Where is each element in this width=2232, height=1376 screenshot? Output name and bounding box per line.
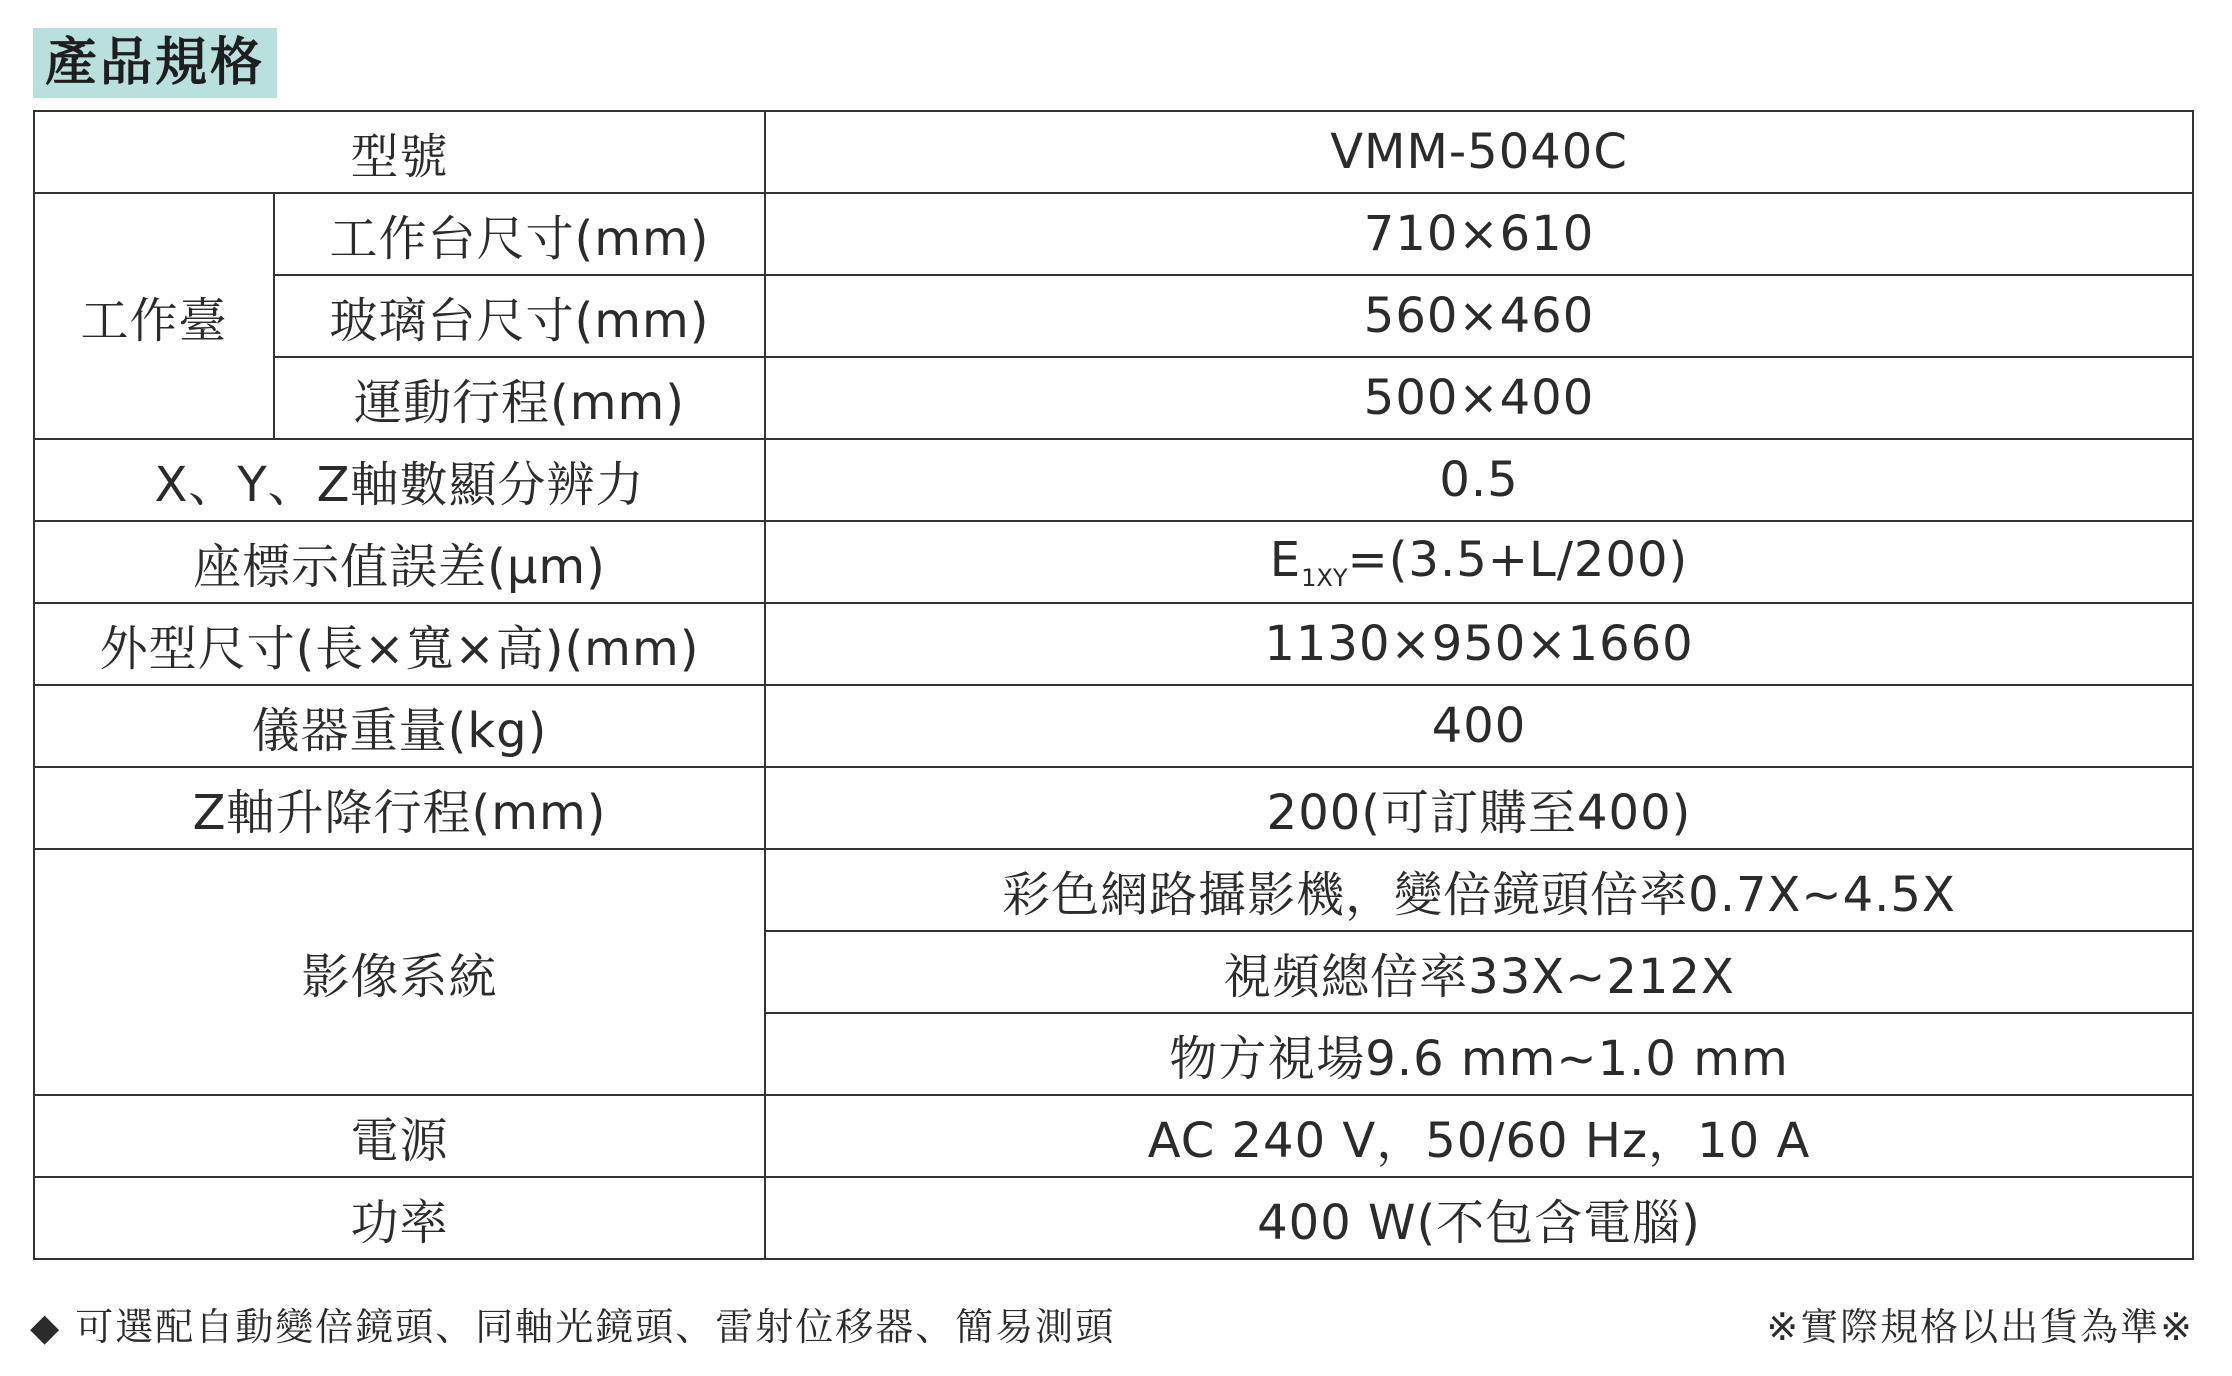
table-row (34, 1095, 2193, 1177)
z-travel-label: Z軸升降行程(mm) (34, 767, 765, 849)
table-row (34, 111, 2193, 193)
power-value: 400 W(不包含電腦) (765, 1177, 2193, 1259)
travel-label: 運動行程(mm) (274, 357, 765, 439)
z-travel-value: 200(可訂購至400) (765, 767, 2193, 849)
power-supply-label: 電源 (34, 1095, 765, 1177)
table-row (34, 275, 2193, 357)
table-row (34, 849, 2193, 931)
error-value-sub: 1XY (1301, 564, 1348, 592)
options-note: ◆ 可選配自動變倍鏡頭、同軸光鏡頭、雷射位移器、簡易測頭 (30, 1305, 1116, 1349)
error-value-prefix: E (1269, 532, 1302, 588)
table-row (34, 767, 2193, 849)
power-label: 功率 (34, 1177, 765, 1259)
table-row (34, 439, 2193, 521)
resolution-label: X、Y、Z軸數顯分辨力 (34, 439, 765, 521)
resolution-value: 0.5 (765, 439, 2193, 521)
table-row (34, 193, 2193, 275)
table-row (34, 685, 2193, 767)
worktable-group-label: 工作臺 (34, 193, 274, 439)
disclaimer-note: ※實際規格以出貨為準※ (1766, 1305, 2194, 1349)
dimensions-value: 1130×950×1660 (765, 603, 2193, 685)
table-row (34, 521, 2193, 603)
table-row (34, 603, 2193, 685)
error-value-suffix: =(3.5+L/200) (1347, 532, 1689, 588)
glass-size-value: 560×460 (765, 275, 2193, 357)
table-row (34, 1177, 2193, 1259)
imaging-value-magnification: 視頻總倍率33X~212X (765, 931, 2193, 1013)
imaging-value-camera: 彩色網路攝影機，變倍鏡頭倍率0.7X~4.5X (765, 849, 2193, 931)
worktable-size-value: 710×610 (765, 193, 2193, 275)
table-row (34, 357, 2193, 439)
model-value: VMM-5040C (765, 111, 2193, 193)
imaging-label: 影像系統 (34, 849, 765, 1095)
weight-label: 儀器重量(kg) (34, 685, 765, 767)
worktable-size-label: 工作台尺寸(mm) (274, 193, 765, 275)
glass-size-label: 玻璃台尺寸(mm) (274, 275, 765, 357)
travel-value: 500×400 (765, 357, 2193, 439)
page-title: 產品規格 (33, 28, 277, 98)
weight-value: 400 (765, 685, 2193, 767)
power-supply-value: AC 240 V，50/60 Hz，10 A (765, 1095, 2193, 1177)
imaging-value-field-of-view: 物方視場9.6 mm~1.0 mm (765, 1013, 2193, 1095)
error-label: 座標示值誤差(μm) (34, 521, 765, 603)
dimensions-label: 外型尺寸(長×寬×高)(mm) (34, 603, 765, 685)
error-value (765, 521, 2193, 603)
model-label: 型號 (34, 111, 765, 193)
spec-table (33, 110, 2194, 1260)
